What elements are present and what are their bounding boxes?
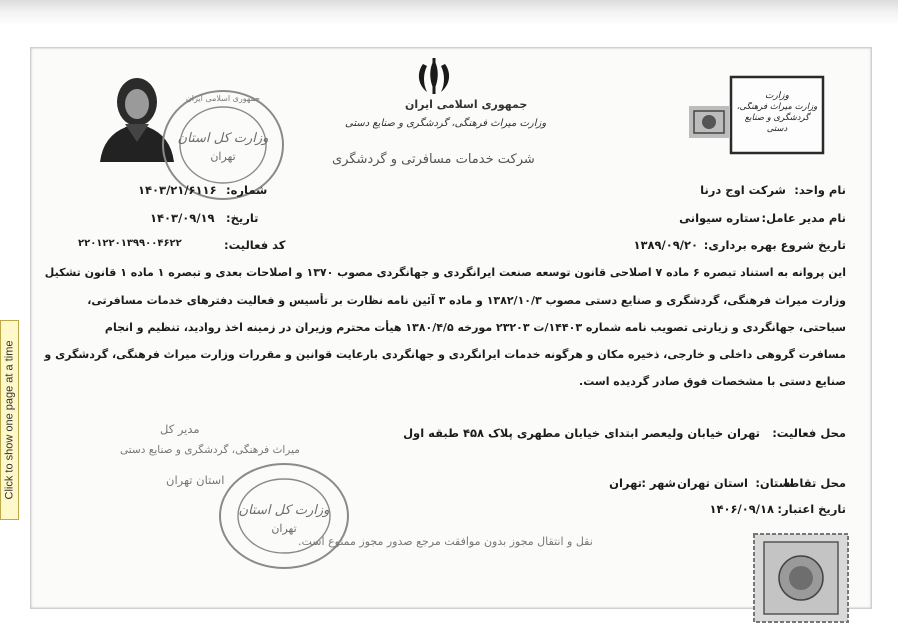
ministry-logo-text: وزارت میراث فرهنگی، گردشگری و صنایع دستی xyxy=(736,102,818,134)
revenue-stamp-icon xyxy=(752,532,850,624)
request-place-label: محل تقاضا xyxy=(783,476,846,490)
unit-name-label: نام واحد: xyxy=(794,183,846,197)
unit-name-value: شرکت اوج درنا xyxy=(700,183,786,197)
date-value: ۱۴۰۳/۰۹/۱۹ xyxy=(150,211,215,225)
stamp-center-line1: وزارت کل استان xyxy=(177,131,269,146)
province-label: استان: xyxy=(755,476,794,490)
signature-title: مدیر کل xyxy=(160,422,200,436)
manager-label: نام مدیر عامل: xyxy=(761,211,846,225)
signature-province: استان تهران xyxy=(166,473,225,487)
validity-label: تاریخ اعتبار: xyxy=(777,502,846,516)
manager-value: ستاره سیوانی xyxy=(679,211,760,225)
footer-note: نقل و انتقال مجوز بدون موافقت مرجع صدور مجوز ممنوع است. xyxy=(298,535,593,548)
body-line-2: وزارت میراث فرهنگی، گردشگری و صنایع دستی مصوب ۱۳۸۲/۱۰/۳ و ماده ۳ آئین نامه نظارت بر تأسیس و فعالیت دفترهای خدمات مسافرتی، xyxy=(87,294,846,307)
start-date-label: تاریخ شروع بهره برداری: xyxy=(703,238,846,252)
stamp2-center-line2: تهران xyxy=(271,522,297,535)
body-line-5: صنایع دستی با مشخصات فوق صادر گردیده است. xyxy=(579,375,846,388)
number-label: شماره: xyxy=(226,183,268,197)
address-value: تهران خیابان ولیعصر ابتدای خیابان مطهری پلاک ۴۵۸ طبقه اول xyxy=(403,426,760,440)
city-label: شهر : xyxy=(641,476,676,490)
header-republic: جمهوری اسلامی ایران xyxy=(405,98,528,111)
page-view-toggle-label: Click to show one page at a time xyxy=(3,340,16,500)
signature-org: میراث فرهنگی، گردشگری و صنایع دستی xyxy=(120,444,300,456)
stamp-center-line2: تهران xyxy=(210,150,236,163)
province-value: استان تهران xyxy=(677,476,748,490)
activity-code-label: کد فعالیت: xyxy=(224,238,286,252)
body-line-3: سیاحتی، جهانگردی و زیارتی تصویب نامه شماره ۱۴۴۰۳/ت ۲۳۲۰۳ مورخه ۱۳۸۰/۴/۵ هیأت محترم وزیران در زمینه اخذ روادید، تنظیم و انجام xyxy=(104,321,846,334)
start-date-value: ۱۳۸۹/۰۹/۲۰ xyxy=(633,238,698,252)
address-label: محل فعالیت: xyxy=(772,426,846,440)
body-line-1: این پروانه به استناد تبصره ۶ ماده ۷ اصلاحی قانون توسعه صنعت ایرانگردی و جهانگردی مصوب ۱۳۷۰ و اصلاحات بعدی و تبصره ۱ ماده ۱ قانون تشکیل xyxy=(44,266,846,279)
small-seal-icon xyxy=(688,105,730,139)
city-value: تهران xyxy=(609,476,642,490)
body-line-4: مسافرت گروهی داخلی و خارجی، ذخیره مکان و هرگونه خدمات ایرانگردی و جهانگردی بارعایت قوانین و مقررات وزارت میراث فرهنگی، گردشگری و xyxy=(44,348,846,361)
validity-value: ۱۴۰۶/۰۹/۱۸ xyxy=(709,502,774,516)
iran-emblem-icon xyxy=(411,56,457,96)
svg-text:وزارت: وزارت xyxy=(764,91,790,101)
ministry-logo xyxy=(728,74,826,156)
number-value: ۱۴۰۳/۲۱/۶۱۱۶ xyxy=(138,183,217,197)
activity-code-value: ۲۲۰۱۲۲۰۱۳۹۹۰۰۴۶۲۲ xyxy=(78,238,182,249)
date-label: تاریخ: xyxy=(226,211,259,225)
page-view-toggle[interactable] xyxy=(0,320,19,520)
stamp2-center-line1: وزارت کل استان xyxy=(238,503,330,518)
header-ministry: وزارت میراث فرهنگی، گردشگری و صنایع دستی xyxy=(345,118,547,129)
official-stamp-bottom xyxy=(214,460,354,572)
company-type-title: شرکت خدمات مسافرتی و گردشگری xyxy=(332,152,535,167)
stamp-ring-text: جمهوری اسلامی ایران xyxy=(185,94,261,103)
